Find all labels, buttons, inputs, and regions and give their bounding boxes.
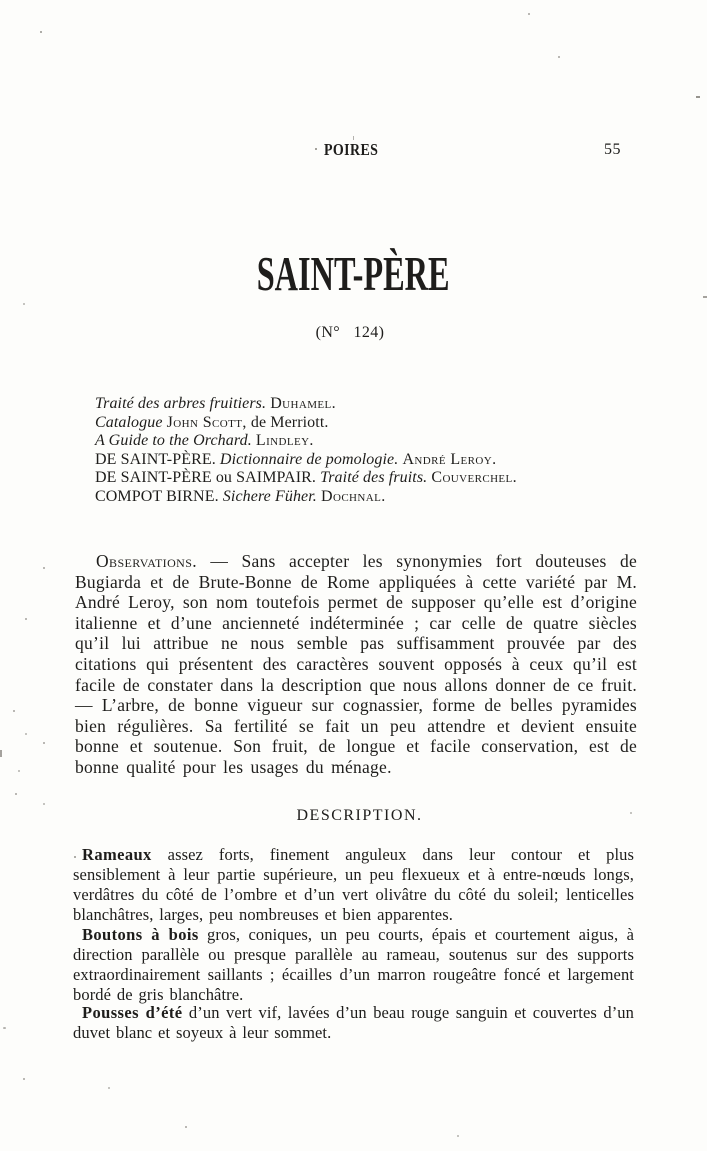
scan-speck	[25, 618, 27, 620]
reference-list	[95, 395, 635, 507]
scan-speck	[315, 148, 317, 150]
text-segment: Dochnal.	[321, 487, 386, 505]
scan-speck	[703, 296, 707, 298]
scan-speck	[43, 803, 45, 805]
text-segment: — Sans accepter les synonymies fort douteuses de Bugiarda et de Brute-Bonne de Rome appliquées à cette variété par M. André Leroy, son nom toutefois permet de supposer qu’elle est d’origine italienne et d’une ancienneté indéterminée ; car celle de quatre siècles qu’il lui attribue ne nous semble pas suffisamment prouvée par des citations qui présentent des caractères souvent opposés à ceux qu’il est facile de constater dans la description que nous allons donner de ce fruit. — L’arbre, de bonne vigueur sur cognassier, forme de belles pyramides bien régulières. Sa fertilité se fait un peu attendre et devient ensuite bonne et soutenue. Son fruit, de longue et facile conservation, est de bonne qualité pour les usages du ménage.	[75, 551, 637, 777]
scan-speck	[0, 750, 2, 757]
scan-speck	[630, 812, 632, 814]
text-segment: assez forts, finement anguleux dans leur contour et plus sensiblement à leur partie supérieure, un peu flexueux et à entre-nœuds longs, verdâtres du côté de l’ombre et d’un vert olivâtre du côté du soleil; lenticelles blanchâtres, larges, peu nombreuses et bien apparentes.	[73, 845, 634, 924]
scan-speck	[558, 56, 560, 58]
description-paragraph-rameaux	[73, 845, 634, 925]
reference-item	[95, 488, 635, 507]
text-segment: DE SAINT-PÈRE.	[95, 450, 220, 468]
scan-speck	[74, 856, 76, 858]
article-number: (N° 124)	[315, 324, 385, 341]
scan-speck	[40, 31, 42, 33]
text-segment: COMPOT BIRNE.	[95, 487, 223, 505]
scan-speck	[696, 96, 700, 98]
scan-speck	[18, 770, 20, 772]
text-segment: Lindley.	[255, 432, 314, 450]
scan-speck	[43, 567, 45, 569]
scan-speck	[353, 136, 354, 140]
text-segment: Sichere Füher.	[222, 487, 322, 505]
observations-paragraph	[75, 551, 637, 778]
scan-speck	[15, 793, 17, 795]
running-title: POIRES	[323, 140, 379, 159]
page-number: 55	[604, 141, 621, 158]
text-segment: André Leroy.	[402, 450, 497, 468]
text-segment: de Merriott.	[246, 413, 329, 431]
reference-item	[95, 469, 635, 488]
text-segment: Duhamel.	[270, 395, 337, 412]
reference-item	[95, 395, 635, 414]
text-segment: Rameaux	[82, 845, 152, 864]
text-segment: A Guide to the Orchard.	[95, 432, 256, 450]
reference-item	[95, 432, 635, 451]
text-segment: d’un vert vif, lavées d’un beau rouge sanguin et couvertes d’un duvet blanc et soyeux à leur sommet.	[73, 1003, 634, 1042]
scan-speck	[185, 1126, 187, 1128]
text-segment: gros, coniques, un peu courts, épais et courtement aigus, à direction parallèle ou presque parallèle au rameau, soutenus sur des supports extraordinairement saillants ; écailles d’un marron rougeâtre foncé et largement bordé de gris blanchâtre.	[73, 925, 634, 1004]
text-segment: Pousses d’été	[82, 1003, 183, 1022]
description-heading: DESCRIPTION.	[296, 807, 423, 824]
scan-speck	[3, 1027, 6, 1029]
text-segment: Traité des arbres fruitiers.	[95, 395, 271, 412]
scan-speck	[23, 303, 25, 305]
text-segment: DE SAINT-PÈRE ou SAIMPAIR.	[95, 469, 321, 487]
running-head	[69, 141, 633, 158]
scan-speck	[457, 1135, 459, 1137]
article-title-row	[0, 247, 707, 301]
scan-speck	[528, 13, 530, 15]
scan-speck	[25, 733, 27, 735]
scan-speck	[23, 1078, 25, 1080]
reference-item	[95, 414, 635, 433]
description-paragraph-boutons	[73, 925, 634, 1005]
scan-speck	[43, 742, 45, 744]
scan-speck	[13, 710, 15, 712]
text-segment: Boutons à bois	[82, 925, 199, 944]
reference-item	[95, 451, 635, 470]
text-segment: Observations.	[96, 551, 198, 571]
article-title: SAINT-PÈRE	[257, 246, 450, 301]
text-segment: Dictionnaire de pomologie.	[219, 450, 403, 468]
scan-speck	[108, 1087, 110, 1089]
text-segment: John Scott,	[166, 413, 247, 431]
description-paragraph-pousses	[73, 1003, 634, 1043]
text-segment: Couverchel.	[431, 469, 518, 487]
text-segment: Catalogue	[95, 413, 167, 431]
text-segment: Traité des fruits.	[320, 469, 432, 487]
